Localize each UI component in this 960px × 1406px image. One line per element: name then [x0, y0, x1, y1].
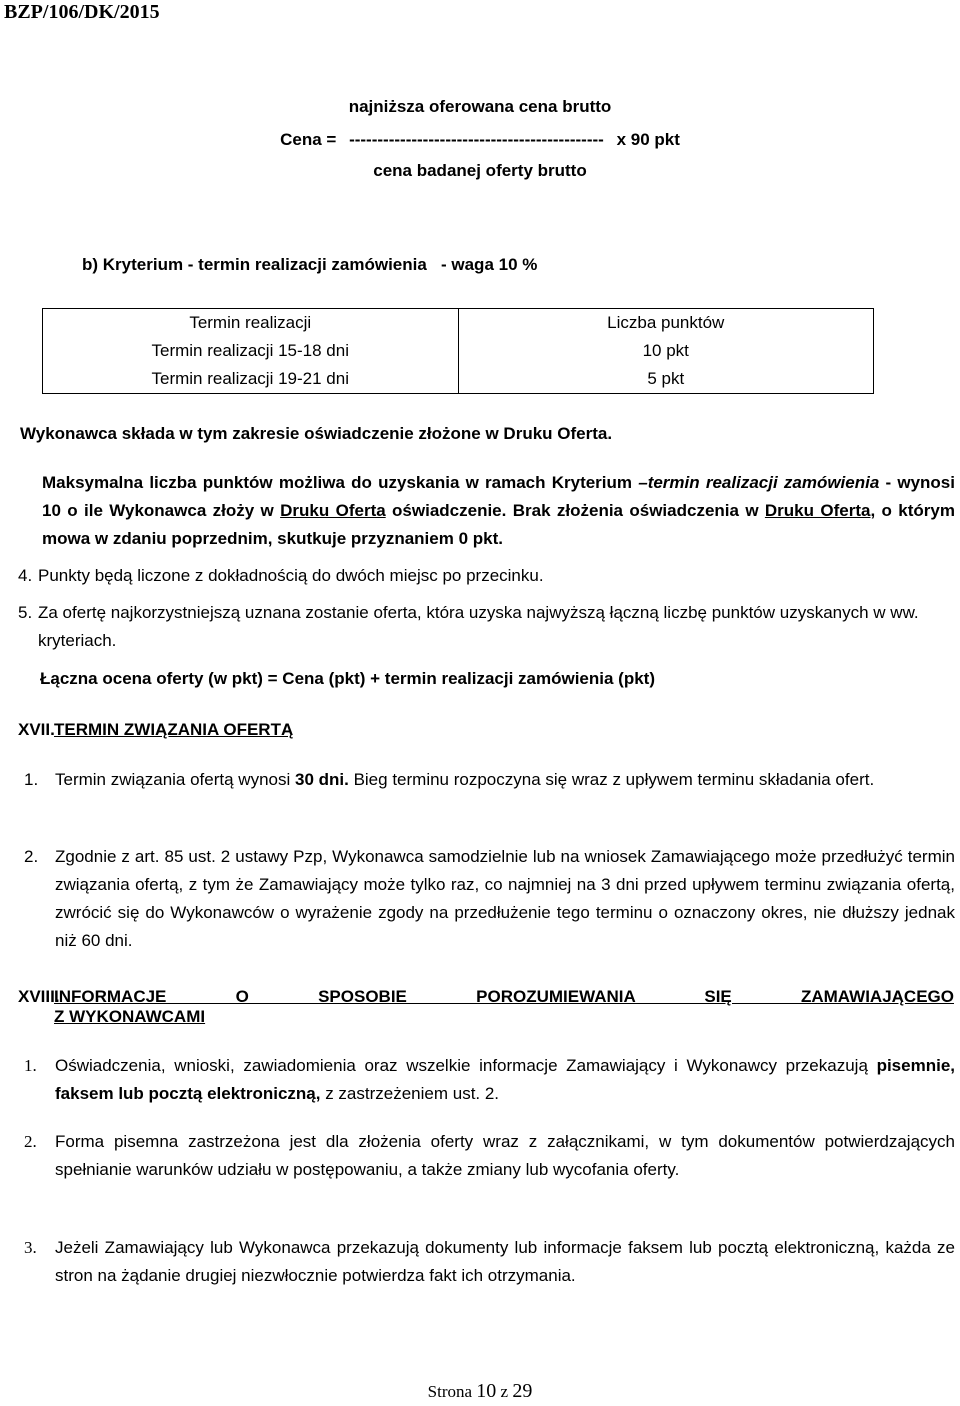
formula-numerator: najniższa oferowana cena brutto	[348, 97, 612, 116]
table-cell	[458, 309, 874, 394]
s17-i1-days: 30 dni.	[294, 770, 349, 789]
footer-total-pages: 29	[512, 1380, 533, 1402]
table-row	[43, 309, 874, 394]
s17-i1-a: Termin związania ofertą wynosi	[55, 770, 295, 789]
s18-item-1-number: 1.	[24, 1056, 37, 1075]
section-18-title-line-1: INFORMACJE O SPOSOBIE POROZUMIEWANIA SIĘ ZAMAWIAJĄCEGO	[54, 987, 954, 1006]
s17-i1-c: Bieg terminu rozpoczyna się wraz z upływem terminu składania ofert.	[348, 770, 875, 789]
max-text-italic: –termin realizacji zamówienia	[638, 473, 880, 492]
footer-page-number: 10	[476, 1380, 497, 1402]
s18-i1-c: z zastrzeżeniem ust. 2.	[320, 1084, 500, 1103]
formula-main-line	[0, 126, 960, 154]
table-cell	[43, 309, 459, 394]
document-id: BZP/106/DK/2015	[4, 1, 160, 23]
formula-denominator: cena badanej oferty brutto	[373, 161, 587, 180]
s17-item-2-text: Zgodnie z art. 85 ust. 2 ustawy Pzp, Wykonawca samodzielnie lub na wniosek Zamawiającego może przedłużyć termin związania ofertą, z tym że Zamawiający może tylko raz, co najmniej na 3 dni przed upływem terminu związania ofertą, zwrócić się do Wykonawców o wyrażenie zgody na przedłużenie tego terminu o oznaczony okres, nie dłuższy jednak niż 60 dni.	[55, 847, 955, 950]
s17-item-1-text	[55, 766, 955, 794]
formula-dashes: ---------------------------------------------	[349, 130, 604, 149]
s18-item-2-text: Forma pisemna zastrzeżona jest dla złożenia oferty wraz z załącznikami, w tym dokumentów potwierdzających spełnianie warunków udziału w postępowaniu, a także zmiany lub wycofania oferty.	[55, 1132, 955, 1179]
druk-oferta-link: Druku Oferta	[764, 501, 871, 520]
header-liczba: Liczba punktów	[607, 313, 725, 332]
section-17-title: TERMIN ZWIĄZANIA OFERTĄ	[54, 720, 294, 739]
max-text-3: - wynosi 10 o ile Wykonawca złoży w	[42, 473, 955, 520]
max-points-paragraph	[42, 469, 955, 553]
s18-item-1-text	[55, 1052, 955, 1108]
total-score-formula: Łączna ocena oferty (w pkt) = Cena (pkt) + termin realizacji zamówienia (pkt)	[40, 669, 655, 688]
s17-item-1-number: 1.	[24, 770, 39, 789]
formula-multiplier: x 90 pkt	[616, 130, 680, 149]
criterion-b-title: b) Kryterium - termin realizacji zamówienia - waga 10 %	[82, 255, 538, 274]
section-17-number: XVII.	[18, 720, 55, 739]
item-5-number: 5.	[18, 603, 33, 622]
section-18-title-line-2: Z WYKONAWCAMI	[54, 1007, 206, 1026]
s18-i1-methods: pisemnie, faksem lub pocztą elektroniczną,	[55, 1056, 955, 1103]
row-label: Termin realizacji 15-18 dni	[151, 341, 349, 360]
footer-label: Strona	[427, 1382, 473, 1401]
max-text-5: , o którym mowa w zdaniu poprzednim, skutkuje przyznaniem 0 pkt.	[42, 501, 955, 548]
item-4-number: 4.	[18, 566, 33, 585]
formula-cena-label: Cena =	[280, 130, 337, 149]
points-table	[42, 308, 874, 394]
s18-item-3-number: 3.	[24, 1238, 37, 1257]
max-text-4: oświadczenie. Brak złożenia oświadczenia w	[385, 501, 765, 520]
druk-oferta-link: Druku Oferta	[280, 501, 386, 520]
row-value: 5 pkt	[647, 369, 685, 388]
item-4-text: Punkty będą liczone z dokładnością do dwóch miejsc po przecinku.	[38, 566, 544, 585]
s17-item-2-number: 2.	[24, 847, 39, 866]
section-18-number: XVIII.	[18, 987, 60, 1006]
row-value: 10 pkt	[642, 341, 689, 360]
s18-item-2-number: 2.	[24, 1132, 37, 1151]
contractor-note: Wykonawca składa w tym zakresie oświadczenie złożone w Druku Oferta.	[20, 424, 613, 443]
row-label: Termin realizacji 19-21 dni	[151, 369, 349, 388]
header-termin: Termin realizacji	[189, 313, 312, 332]
s18-i1-a: Oświadczenia, wnioski, zawiadomienia oraz wszelkie informacje Zamawiający i Wykonawcy przekazują	[55, 1056, 877, 1075]
footer-sep: z	[500, 1382, 509, 1401]
item-5-text: Za ofertę najkorzystniejszą uznana zostanie oferta, która uzyska najwyższą łączną liczbę punktów uzyskanych w ww. kryteriach.	[38, 603, 919, 650]
max-text-1: Maksymalna liczba punktów możliwa do uzyskania w ramach Kryterium	[42, 473, 639, 492]
s18-item-3-text: Jeżeli Zamawiający lub Wykonawca przekazują dokumenty lub informacje faksem lub pocztą elektroniczną, każda ze stron na żądanie drugiej niezwłocznie potwierdza fakt ich otrzymania.	[55, 1238, 955, 1285]
